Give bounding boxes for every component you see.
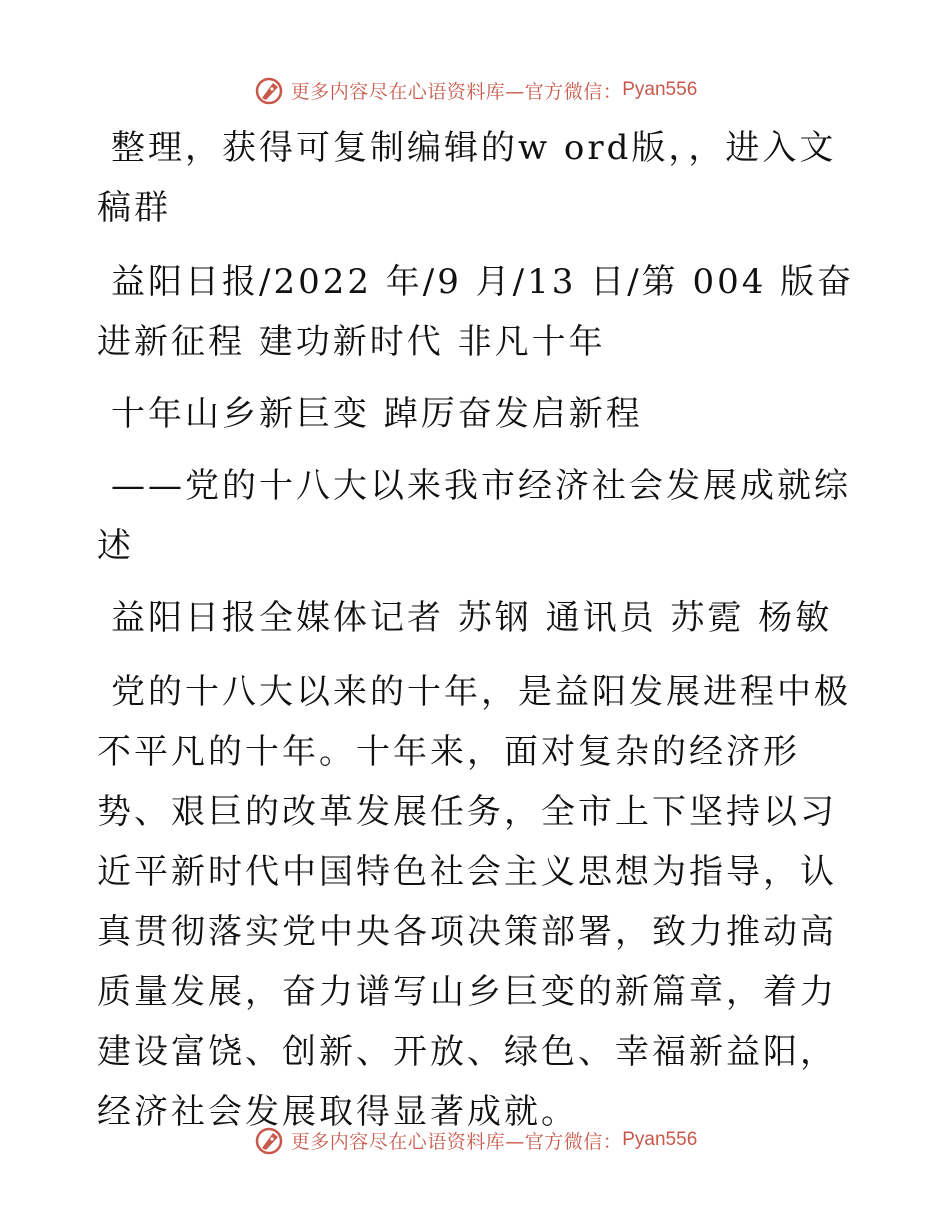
watermark-text: 更多内容尽在心语资料库—官方微信： bbox=[290, 80, 623, 103]
pen-nib-circle-icon bbox=[253, 74, 285, 106]
byline: 益阳日报全媒体记者 苏钢 通讯员 苏霓 杨敏 bbox=[111, 598, 833, 638]
watermark-text: 更多内容尽在心语资料库—官方微信： bbox=[290, 1130, 623, 1153]
article-title: 十年山乡新巨变 踔厉奋发启新程 bbox=[111, 394, 643, 434]
body-paragraph: 党的十八大以来的十年，是益阳发展进程中极不平凡的十年。十年来，面对复杂的经济形势、艰巨的改革发展任务，全市上下坚持以习近平新时代中国特色社会主义思想为指导，认真贯彻落实党中央各项决策部署，致力推动高质量发展，奋力谱写山乡巨变的新篇章，着力建设富饶、创新、开放、绿色、幸福新益阳，经济社会发展取得显著成就。 bbox=[97, 672, 851, 1132]
source-line: 益阳日报/2022 年/9 月/13 日/第 004 版奋进新征程 建功新时代 非凡十年 bbox=[97, 262, 855, 362]
article-subtitle: ——党的十八大以来我市经济社会发展成就综述 bbox=[97, 466, 851, 566]
header-watermark bbox=[0, 70, 950, 110]
watermark-wechat-id: Pyan556 bbox=[622, 79, 698, 100]
intro-note: 整理，获得可复制编辑的w ord版，，进入文稿群 bbox=[97, 128, 837, 228]
watermark-wechat-id: Pyan556 bbox=[622, 1129, 698, 1150]
document-body bbox=[97, 118, 857, 1142]
pen-nib-circle-icon bbox=[253, 1124, 285, 1156]
footer-watermark bbox=[0, 1120, 950, 1160]
